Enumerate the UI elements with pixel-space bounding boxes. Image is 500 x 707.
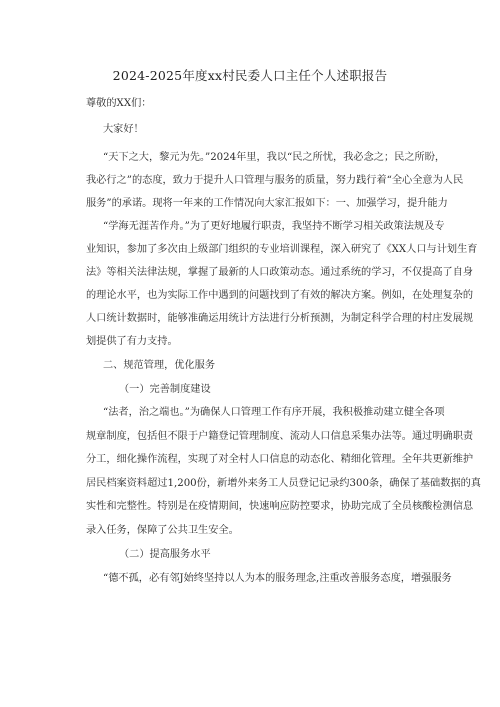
paragraph-line: 分工，细化操作流程，实现了对全村人口信息的动态化、精细化管理。全年共更新维护 (86, 454, 474, 465)
paragraph-line: 居民档案资料超过1,200份，新增外来务工人员登记记录约300条，确保了基础数据的真 (86, 478, 481, 489)
paragraph-line: 划提供了有力支持。 (86, 336, 178, 347)
paragraph-line: 服务”的承诺。现将一年来的工作情况向大家汇报如下：一、加强学习，提升能力 (86, 198, 448, 209)
paragraph-line: 人口统计数据时，能够准确运用统计方法进行分析预测，为制定科学合理的村庄发展规 (86, 313, 474, 324)
paragraph-line: 的理论水平，也为实际工作中遇到的问题找到了有效的解决方案。例如，在处理复杂的 (86, 290, 474, 301)
paragraph-line: 录入任务，保障了公共卫生安全。 (86, 525, 239, 536)
document-title: 2024-2025年度xx村民委人口主任个人述职报告 (112, 68, 388, 83)
greeting: 大家好！ (103, 124, 144, 135)
paragraph-line: 业知识，参加了多次由上级部门组织的专业培训课程，深入研究了《XX人口与计划生育 (86, 244, 478, 255)
paragraph-line: “天下之大，黎元为先。”2024年里，我以“民之所忧，我必念之；民之所盼， (103, 152, 446, 163)
paragraph-line: 规章制度，包括但不限于户籍登记管理制度、流动人口信息采集办法等。通过明确职责 (86, 431, 474, 442)
paragraph-line: “学海无涯苦作舟。”为了更好地履行职责，我坚持不断学习相关政策法规及专 (103, 221, 445, 232)
section-heading: 二、规范管理，优化服务 (103, 360, 216, 371)
paragraph-line: 法》等相关法律法规，掌握了最新的人口政策动态。通过系统的学习，不仅提高了自身 (86, 267, 474, 278)
paragraph-line: 我必行之”的态度，致力于提升人口管理与服务的质量，努力践行着“全心全意为人民 (86, 175, 464, 186)
paragraph-line: “德不孤，必有邻J始终坚持以人为本的服务理念,注重改善服务态度，增强服务 (103, 573, 452, 584)
salutation: 尊敬的XX们： (86, 98, 152, 109)
paragraph-line: “法者，治之端也。”为确保人口管理工作有序开展，我积极推动建立健全各项 (103, 407, 445, 418)
subsection-heading: （一）完善制度建设 (119, 384, 211, 395)
subsection-heading: （二）提高服务水平 (119, 549, 211, 560)
paragraph-line: 实性和完整性。特别是在疫情期间，快速响应防控要求，协助完成了全员核酸检测信息 (86, 501, 474, 512)
